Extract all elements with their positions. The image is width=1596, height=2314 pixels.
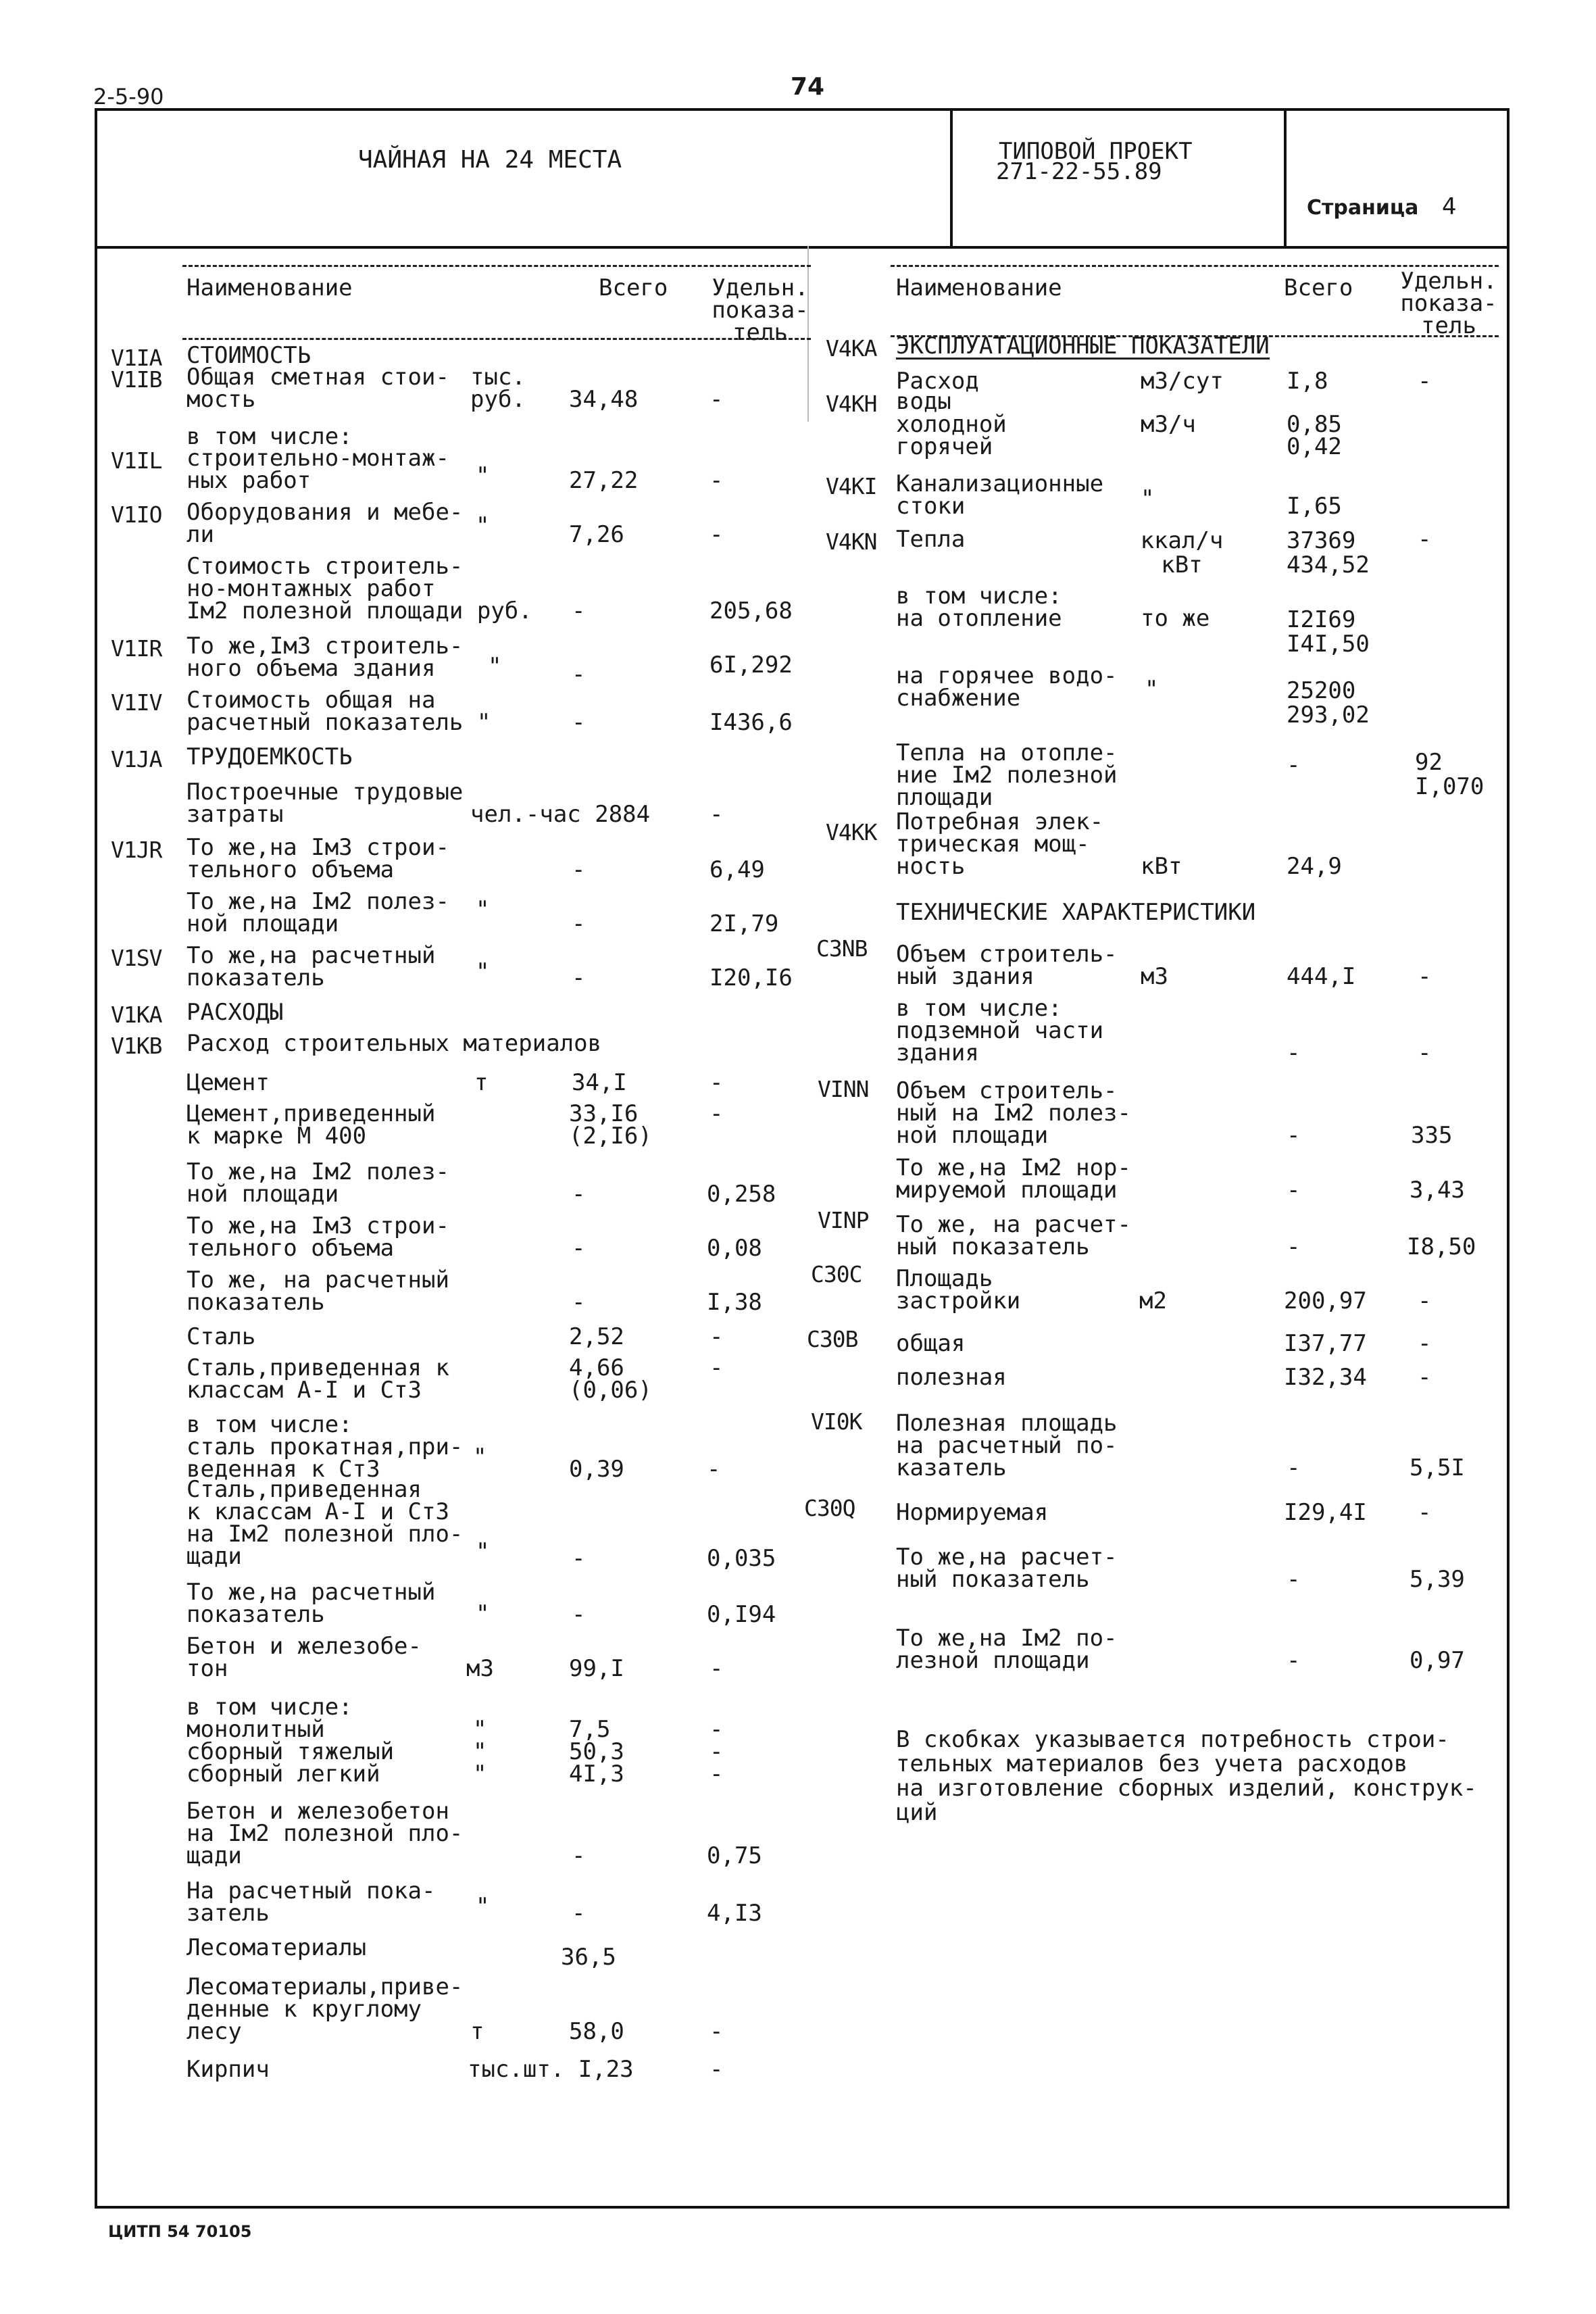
left-row-unit: " [476,958,490,985]
right-row-code: VINN [818,1076,869,1102]
right-row-name: воды [896,388,951,415]
right-row-total: - [1287,1177,1301,1204]
right-row-code: VINP [818,1207,869,1233]
left-row-spec: 0,75 [707,1842,762,1869]
left-row-name: Стоимость строитель- но-монтажных работ Iм2 полезной площади руб. [186,553,532,624]
footnote-line: ций [896,1799,938,1826]
left-row-total: - [572,661,586,688]
right-row-unit: кВт [1141,853,1182,880]
left-row-code: V1IA [111,345,162,371]
left-row-name: На расчетный пока- затель [186,1877,436,1927]
left-row-code: V1JA [111,746,162,772]
right-row-name: в том числе: на отопление [896,583,1062,632]
left-row-name: Оборудования и мебе- ли [186,499,464,548]
title-divider-1 [950,108,953,247]
left-row-total: - [572,597,586,624]
left-row-code: V1IL [111,447,162,474]
right-row-name: То же,на Iм2 нор- мируемой площади [896,1154,1131,1204]
right-header-top-rule [891,265,1499,267]
left-row-spec: I,38 [707,1289,762,1316]
left-row-name: СТОИМОСТЬ [186,342,311,369]
right-row-name: Площадь застройки [896,1265,1021,1314]
left-row-unit: тыс.шт. I,23 [468,2056,634,2083]
left-row-spec: - [709,1100,724,1127]
right-row-code: C30C [811,1261,862,1287]
right-header-specific-1: Удельн. [1400,268,1497,295]
left-row-spec: 2I,79 [709,910,779,937]
right-row-spec: 5,5I [1410,1454,1465,1481]
left-row-code: V1SV [111,945,162,971]
right-row-total: 200,97 [1284,1287,1367,1314]
right-row-name: То же,на Iм2 по- лезной площади [896,1625,1118,1674]
right-row-name: Расход [896,368,979,395]
left-row-unit: чел.-час 2884 [470,801,651,828]
left-row-name: Бетон и железобе- тон [186,1633,422,1682]
right-row-unit: м3 [1141,963,1168,990]
left-row-name: Цемент,приведенный к марке М 400 [186,1100,436,1150]
right-row-total: I,8 [1287,368,1328,395]
left-row-total: 58,0 [569,2018,624,2045]
right-row-spec: - [1418,1287,1432,1314]
doc-code: 2-5-90 [93,84,164,109]
left-row-name: То же,на Iм2 полез- ной площади [186,888,449,937]
left-row-unit: " [473,1444,487,1471]
left-row-spec: - [709,521,724,548]
left-row-name: Стоимость общая на расчетный показатель " [186,687,491,736]
left-row-total: - [572,1235,586,1262]
left-header-bottom-rule [182,338,811,340]
left-row-name: Сталь [186,1323,256,1350]
left-row-code: V1JR [111,837,162,863]
right-row-spec: 335 [1411,1122,1453,1149]
right-row-code: C30B [807,1326,858,1352]
right-header-specific-3: тель [1421,312,1476,339]
left-row-unit: " " " [473,1716,487,1788]
left-row-spec: - [709,801,724,828]
right-row-code: C30Q [804,1495,855,1521]
left-row-unit: " [476,462,490,489]
left-row-code: V1IV [111,689,162,716]
right-row-spec: 3,43 [1410,1177,1465,1204]
left-row-name: Сталь,приведенная к классам А-I и Ст3 [186,1354,449,1404]
left-row-spec: 4,I3 [707,1900,762,1927]
left-row-name: Кирпич [186,2056,270,2083]
left-row-name: в том числе: [186,423,353,450]
page-value: 4 [1442,193,1457,220]
right-row-code: V4KK [826,819,877,845]
right-row-spec: 5,39 [1410,1566,1465,1593]
right-row-total: I2I69 I4I,50 [1287,606,1370,658]
left-row-spec: - [707,1456,721,1483]
left-header-specific-3: тель [732,319,788,346]
left-row-unit: т [470,2018,484,2045]
right-row-spec: - [1418,1364,1432,1391]
right-row-total: - [1287,1454,1301,1481]
left-row-name: Цемент [186,1069,270,1096]
footer-print-code: ЦИТП 54 70105 [108,2222,252,2241]
left-row-unit: " [488,653,502,680]
left-row-spec: 6I,292 [709,651,793,679]
left-header-name: Наименование [186,274,353,301]
right-row-total: 24,9 [1287,853,1342,880]
left-row-name: То же,на Iм3 строи- тельного объема [186,1212,449,1262]
left-row-total: - [572,1601,586,1628]
footnote-line: тельных материалов без учета расходов [896,1750,1408,1777]
right-row-name: То же, на расчет- ный показатель [896,1211,1131,1260]
left-row-total: - [572,1842,586,1869]
right-row-code: V4KA [826,335,877,362]
footnote-line: В скобках указывается потребность строи- [896,1726,1449,1753]
left-row-total: 33,I6 (2,I6) [569,1100,652,1150]
left-row-spec: - [709,1354,724,1381]
right-header-specific-2: показа- [1400,290,1497,317]
right-header-name: Наименование [896,274,1062,301]
right-row-unit: м3/сут [1141,368,1224,395]
left-row-name: строительно-монтаж- ных работ [186,445,449,494]
right-row-unit: то же [1141,605,1210,632]
right-row-name: Объем строитель- ный здания [896,941,1118,990]
left-row-spec: - [709,386,724,413]
left-row-name: То же,Iм3 строитель- ного объема здания [186,633,464,682]
right-row-unit: " [1145,676,1159,703]
left-row-code: V1IR [111,635,162,662]
left-row-name: Лесоматериалы,приве- денные к круглому лесу [186,1973,464,2045]
left-row-total: 0,39 [569,1456,624,1483]
right-row-spec: 0,97 [1410,1647,1465,1674]
left-row-code: V1KB [111,1033,162,1059]
right-row-spec: - [1418,1039,1432,1066]
title-block-bottom [95,246,1510,249]
right-row-total: 37369 434,52 [1287,527,1370,578]
right-row-spec: - [1418,963,1432,990]
left-row-name: То же,на расчетный показатель [186,1579,436,1628]
left-row-total: 2,52 [569,1323,624,1350]
right-row-unit: м3/ч [1141,411,1196,438]
left-row-total: 4,66 (0,06) [569,1354,652,1404]
right-row-unit: " [1141,485,1155,512]
left-row-spec: - - - [709,1716,724,1788]
right-header-specific [1392,270,1505,337]
left-row-name: То же, на расчетный показатель [186,1266,449,1316]
page-number: 74 [791,73,825,101]
right-row-total: - [1287,1122,1301,1149]
right-row-unit: м2 [1139,1287,1167,1314]
left-row-total: 36,5 [561,1944,616,1971]
left-row-spec: - [709,467,724,494]
right-row-total: I,65 [1287,493,1342,520]
right-row-total: 25200 293,02 [1287,677,1370,729]
left-row-unit: тыс. руб. [470,364,526,413]
right-row-spec: - [1418,1330,1432,1357]
right-row-name: в том числе: подземной части здания [896,995,1104,1066]
left-row-total: - [572,709,586,736]
right-row-name: ЭКСПЛУАТАЦИОННЫЕ ПОКАЗАТЕЛИ [896,333,1270,360]
left-header-specific [709,274,811,346]
left-row-name: Сталь,приведенная к классам А-I и Ст3 на Iм2 полезной пло- щади [186,1476,464,1570]
right-row-total: - [1287,1233,1301,1260]
left-row-spec: 205,68 [709,597,793,624]
right-row-name: Нормируемая [896,1499,1049,1526]
left-row-total: - [572,964,586,991]
right-row-total: 0,85 0,42 [1287,411,1342,460]
left-row-name: в том числе: сталь прокатная,при- веденная к Ст3 [186,1411,464,1483]
left-row-spec: - [709,1069,724,1096]
left-row-name: Общая сметная стои- мость [186,364,449,413]
left-row-name: Лесоматериалы [186,1934,367,1961]
left-row-total: 34,48 [569,386,639,413]
left-header-specific-2: показа- [712,297,809,324]
right-row-name: общая [896,1330,966,1357]
left-row-spec: - [709,1323,724,1350]
right-row-spec: - [1418,1499,1432,1526]
right-row-spec: 92 I,070 [1415,749,1485,800]
project-number: 271-22-55.89 [996,158,1162,185]
left-row-total: - [572,1545,586,1572]
left-row-name: То же,на Iм2 полез- ной площади [186,1158,449,1208]
right-row-name: холодной горячей [896,411,1007,460]
right-row-code: V4KN [826,528,877,555]
left-row-total: - [572,910,586,937]
left-row-spec: - [709,1655,724,1682]
left-row-unit: " [476,512,490,539]
right-row-name: Тепла [896,526,966,553]
right-row-total: 444,I [1287,963,1356,990]
right-row-total: - [1287,1566,1301,1593]
footnote [896,1727,1477,1825]
document-title: ЧАЙНАЯ НА 24 МЕСТА [358,146,622,174]
left-row-total: 7,5 50,3 4I,3 [569,1716,624,1788]
right-row-name: Объем строитель- ный на Iм2 полез- ной площади [896,1077,1131,1149]
right-row-name: Потребная элек- трическая мощ- ность [896,808,1104,880]
right-row-code: V4KH [826,391,877,417]
right-row-name: Тепла на отопле- ние Iм2 полезной площади [896,739,1118,811]
right-row-code: V4KI [826,473,877,499]
left-row-spec: - [709,2018,724,2045]
left-row-total: 34,I [572,1069,627,1096]
left-row-total: 99,I [569,1655,624,1682]
left-row-unit: т [474,1069,489,1096]
right-row-total: - [1287,1647,1301,1674]
page-label: Страница [1307,196,1419,220]
left-row-total: - [572,856,586,883]
right-row-name: полезная [896,1364,1007,1391]
left-row-total: 7,26 [569,521,624,548]
right-row-name: То же,на расчет- ный показатель [896,1544,1118,1593]
left-row-name: ТРУДОЕМКОСТЬ [186,743,353,770]
right-row-total: I32,34 [1284,1364,1367,1391]
left-row-unit: м3 [466,1655,494,1682]
left-row-code: V1KA [111,1002,162,1028]
right-row-unit: ккал/ч кВт [1140,527,1224,578]
right-row-code: C3NB [816,935,868,962]
left-row-total: - [572,1900,586,1927]
right-row-spec: I8,50 [1407,1233,1476,1260]
left-header-specific-1: Удельн. [712,274,809,301]
left-row-spec: I20,I6 [709,964,793,991]
left-header-top-rule [182,265,811,267]
right-row-name: ТЕХНИЧЕСКИЕ ХАРАКТЕРИСТИКИ [896,899,1256,926]
left-row-unit: " [476,1600,490,1627]
footnote-line: на изготовление сборных изделий, конструк- [896,1775,1477,1802]
left-row-spec: - [709,2056,724,2083]
right-row-total: I37,77 [1284,1330,1367,1357]
left-row-name: РАСХОДЫ [186,999,284,1026]
right-row-spec: - [1418,368,1432,395]
left-row-name: Бетон и железобетон на Iм2 полезной пло- щади [186,1798,464,1869]
right-row-total: - [1287,1039,1301,1066]
title-divider-2 [1284,108,1287,247]
left-row-spec: 0,035 [707,1545,776,1572]
right-row-name: Канализационные стоки [896,470,1104,520]
left-row-total: 27,22 [569,467,639,494]
left-row-spec: I436,6 [709,709,793,736]
left-row-name: Расход строительных материалов [186,1030,602,1057]
left-row-name: То же,на расчетный показатель [186,942,436,991]
left-row-code: V1IO [111,501,162,528]
left-row-spec: 0,258 [707,1181,776,1208]
right-row-total: I29,4I [1284,1499,1367,1526]
project-label: ТИПОВОЙ ПРОЕКТ [999,138,1193,165]
left-row-spec: 6,49 [709,856,765,883]
left-row-name: То же,на Iм3 строи- тельного объема [186,834,449,883]
left-row-spec: 0,08 [707,1235,762,1262]
left-row-name: в том числе: монолитный сборный тяжелый сборный легкий [186,1694,395,1788]
left-row-total: - [572,1181,586,1208]
right-row-spec: - [1418,526,1432,553]
left-row-unit: " [476,1538,490,1565]
left-row-unit: " [476,896,490,923]
left-row-total: - [572,1289,586,1316]
left-row-code: V1IB [111,366,162,393]
left-header-total: Всего [599,274,668,301]
right-row-total: - [1287,752,1301,779]
left-row-name: Построечные трудовые затраты [186,779,464,828]
left-row-spec: 0,I94 [707,1601,776,1628]
right-row-code: VI0K [811,1408,862,1435]
left-row-unit: " [476,1893,490,1920]
right-row-name: Полезная площадь на расчетный по- казатель [896,1410,1118,1481]
right-header-total: Всего [1284,274,1353,301]
right-row-name: на горячее водо- снабжение [896,662,1118,712]
